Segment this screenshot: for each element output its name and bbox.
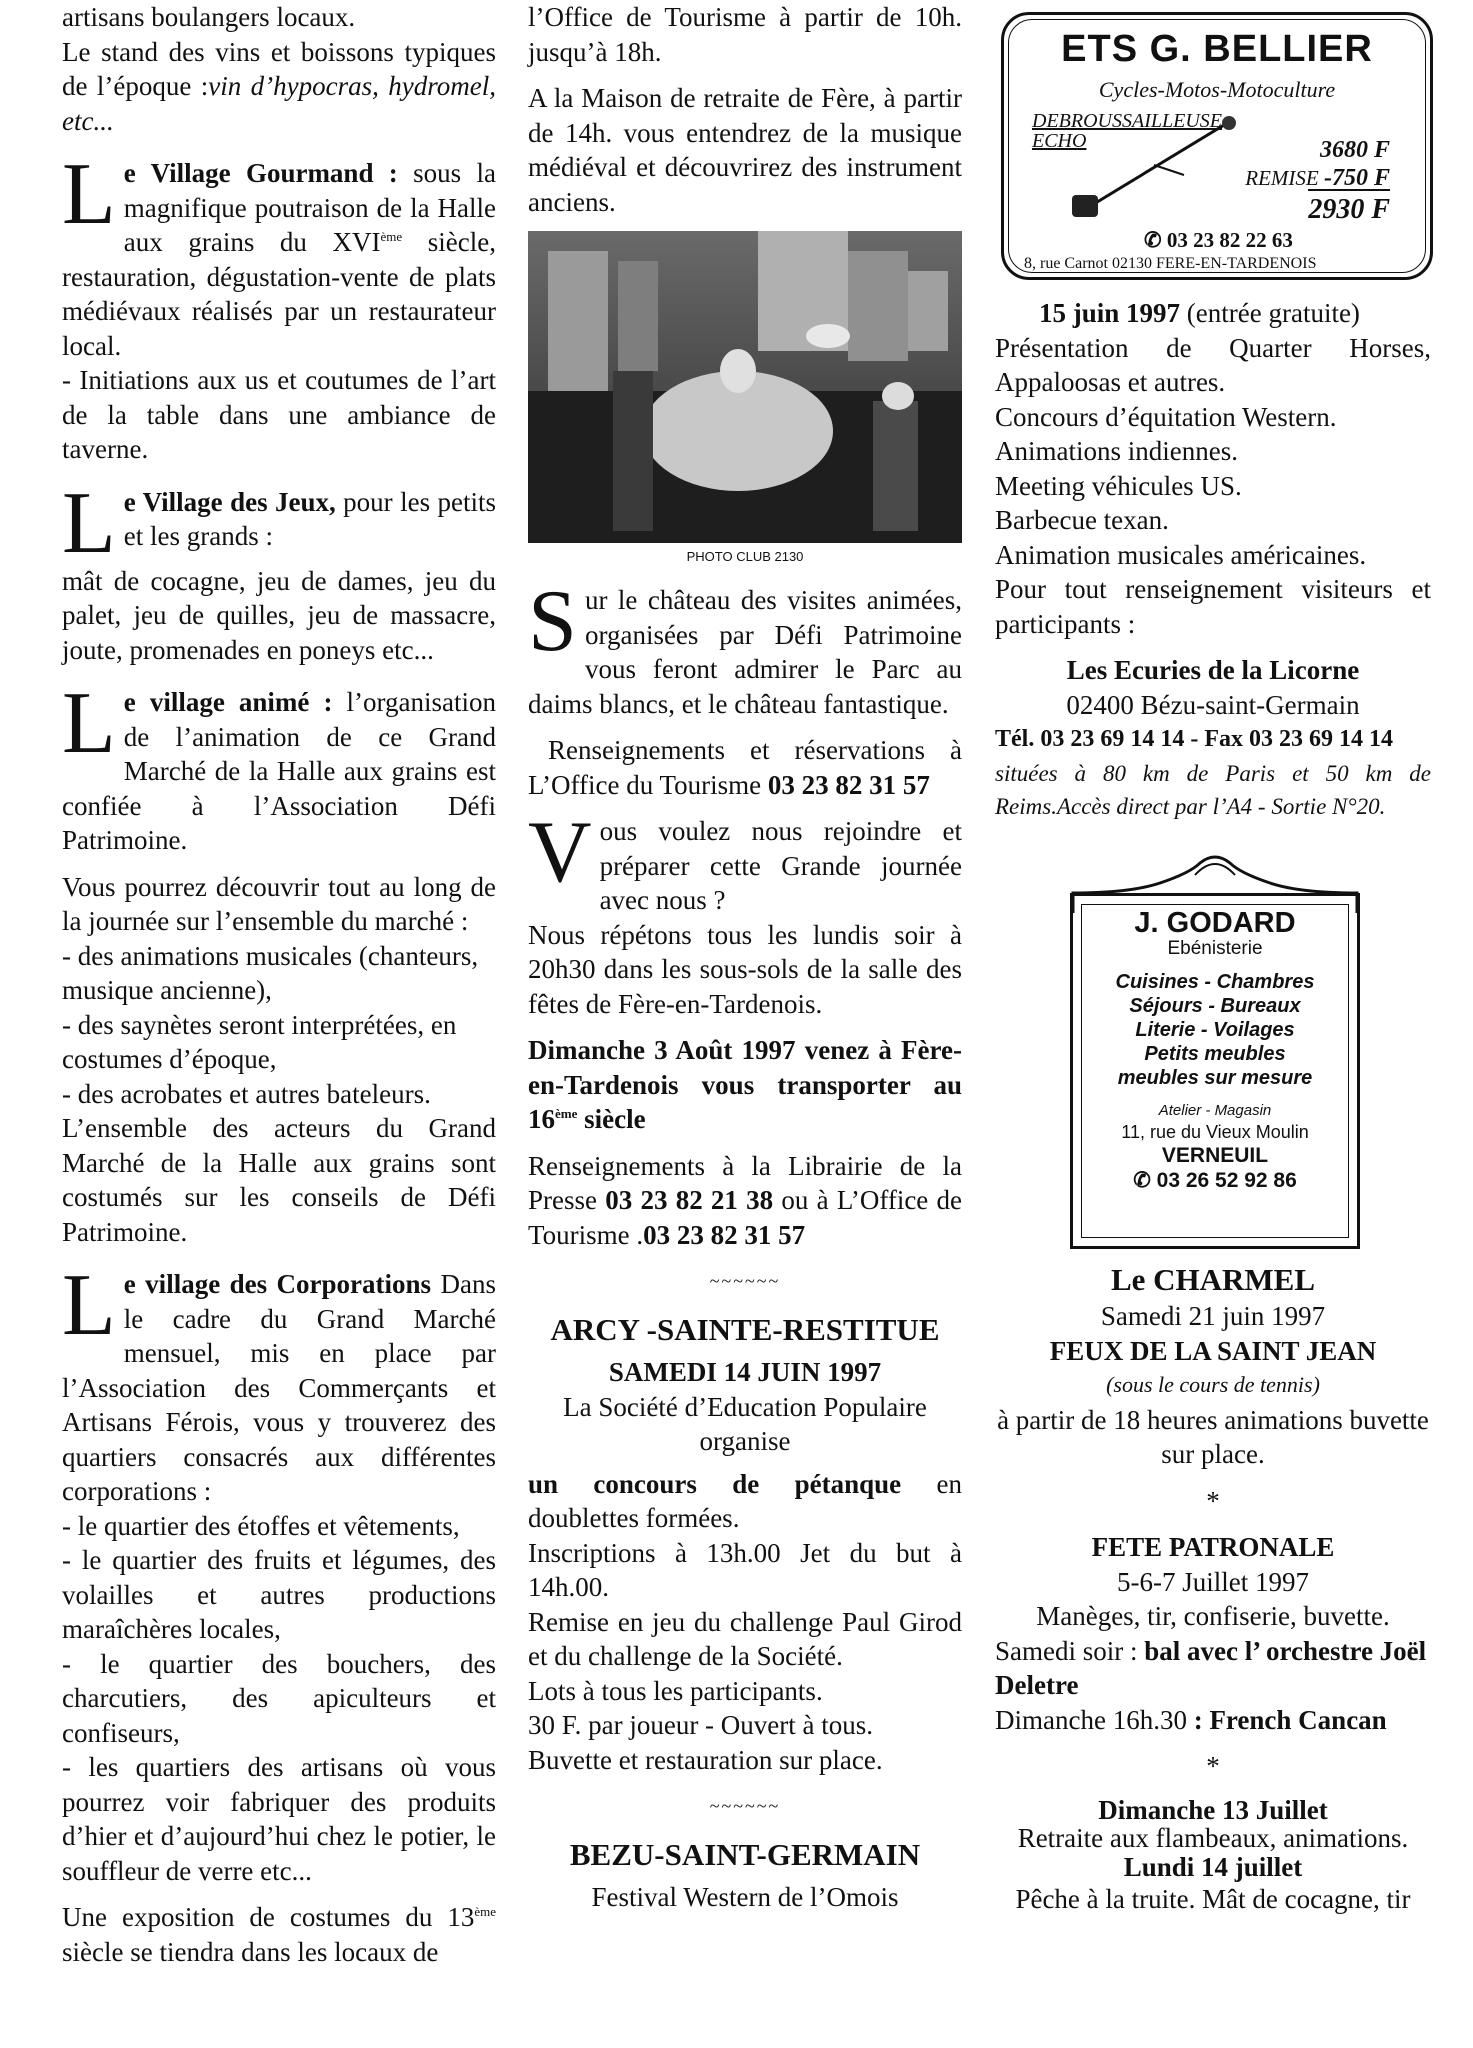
- ad-bellier-name: ETS G. BELLIER: [1061, 28, 1373, 70]
- corporation-item: - le quartier des bouchers, des charcutiers, des apiculteurs et confiseurs,: [62, 1648, 496, 1748]
- star-separator: *: [1206, 1485, 1220, 1516]
- decouvrir-item: - des saynètes seront interprétées, en costumes d’époque,: [62, 1009, 457, 1074]
- decouvrir-item: - des animations musicales (chanteurs, musique ancienne),: [62, 940, 479, 1005]
- jeux-title: e Village des Jeux,: [123, 486, 336, 517]
- godard-sub: Ebénisterie: [1167, 937, 1263, 959]
- service-item: Cuisines - Chambres: [1115, 970, 1315, 993]
- ad-godard-box: [1070, 893, 1360, 1249]
- dimanche-text: [528, 1033, 962, 1137]
- arcy-concours-text: en doublettes formées.: [528, 1468, 963, 1533]
- gourmand-title: e Village Gourmand :: [123, 158, 398, 188]
- ecuries-tel: Tél. 03 23 69 14 14 - Fax 03 23 69 14 14: [995, 726, 1393, 752]
- expo-text2: siècle se tiendra dans les locaux de: [62, 1936, 439, 1967]
- separator: ~~~~~~: [709, 1796, 781, 1816]
- village-corporations: [62, 1257, 496, 1509]
- product-brand: ECHO: [1032, 130, 1087, 152]
- godard-city: VERNEUIL: [1161, 1143, 1269, 1167]
- chateau-paragraph: [528, 573, 962, 721]
- bezu-subtitle: Festival Western de l’Omois: [591, 1882, 899, 1912]
- star-separator: *: [1206, 1751, 1220, 1781]
- vins-text: Le stand des vins et boissons typiques de l’époque :: [62, 36, 496, 101]
- charmel-title: Le CHARMEL: [1110, 1261, 1316, 1297]
- ad-bellier-phone: ✆ 03 23 82 22 63: [1144, 228, 1293, 252]
- dim13-title: Dimanche 13 Juillet: [1098, 1794, 1328, 1825]
- arcy-prix: 30 F. par joueur - Ouvert à tous.: [528, 1710, 874, 1740]
- fete-cancan: : French Cancan: [1193, 1704, 1387, 1735]
- arcy-buvette: Buvette et restauration sur place.: [528, 1744, 883, 1775]
- renseign-phone: 03 23 82 31 57: [767, 769, 930, 800]
- fete-title: FETE PATRONALE: [1091, 1532, 1335, 1562]
- rens2-phone2: 03 23 82 31 57: [643, 1219, 806, 1250]
- western-item: Animations indiennes.: [995, 436, 1238, 466]
- price-original: 3680 F: [1319, 137, 1390, 163]
- rejoindre-text: ous voulez nous rejoindre et préparer cette Grande journée avec nous ?: [599, 816, 962, 915]
- arcy-lots: Lots à tous les participants.: [528, 1675, 823, 1706]
- ad-bellier-address: 8, rue Carnot 02130 FERE-EN-TARDENOIS: [1024, 255, 1317, 272]
- drop-cap: L: [62, 675, 116, 772]
- retraite-text: A la Maison de retraite de Fère, à partir de 14h. vous entendrez de la musique médiéval et découvrirez des instrument anciens.: [528, 83, 962, 217]
- ad-bellier-product: [1032, 111, 1222, 151]
- product-name: DEBROUSSAILLEUSE: [1032, 110, 1222, 132]
- exposition-text: [62, 1900, 496, 1969]
- fete-samedi-text: Samedi soir :: [995, 1635, 1145, 1666]
- renseign-text: Renseignements et réservations à L’Office du Tourisme: [528, 735, 962, 800]
- column-left: [62, 0, 496, 1969]
- drop-cap: L: [62, 1257, 116, 1354]
- western-entree: (entrée gratuite): [1180, 298, 1360, 328]
- western-date: [995, 296, 1431, 331]
- village-anime: [62, 675, 496, 858]
- corporation-item: - les quartiers des artisans où vous pourrez voir fabriquer des produits d’hier et d’aujourd’hui chez le potier, le souffleur de verre etc...: [62, 1752, 496, 1886]
- anime-title: e village animé :: [123, 687, 333, 717]
- anime-text: l’organisation de l’animation de ce Grand Marché de la Halle aux grains est confiée à l’Association Défi Patrimoine.: [62, 687, 496, 855]
- decouvrir-text: Vous pourrez découvrir tout au long de la journée sur l’ensemble du marché :: [62, 871, 496, 936]
- fete-manege: Manèges, tir, confiserie, buvette.: [1036, 1601, 1390, 1631]
- rens2-phone: 03 23 82 21 38: [605, 1185, 774, 1215]
- jeux-text: pour les petits et les grands :: [123, 486, 496, 551]
- arcy-inscriptions: Inscriptions à 13h.00 Jet du but à 14h.00.: [528, 1537, 962, 1602]
- separator: ~~~~~~: [709, 1271, 781, 1291]
- vins-paragraph: [62, 35, 496, 139]
- fete-samedi: [995, 1634, 1431, 1703]
- western-item: Barbecue texan.: [995, 505, 1169, 535]
- service-item: meubles sur mesure: [1117, 1066, 1313, 1089]
- arcy-date: SAMEDI 14 JUIN 1997: [608, 1357, 882, 1387]
- lun14-title: Lundi 14 juillet: [1123, 1851, 1303, 1882]
- drop-cap: S: [528, 573, 577, 670]
- gourmand-text2: siècle, restauration, dégustation-vente de plats médiévaux réalisés par un restaurateur local.: [62, 227, 496, 361]
- ad-godard: [1070, 853, 1360, 1253]
- charmel-sous: (sous le cours de tennis): [1106, 1372, 1320, 1397]
- photo-caption: PHOTO CLUB 2130: [686, 549, 804, 564]
- arcy-remise: Remise en jeu du challenge Paul Girod et du challenge de la Société.: [528, 1606, 962, 1671]
- corporations-text: Dans le cadre du Grand Marché mensuel, mis en place par l’Association des Commerçants et Artisans Férois, vous y trouverez des quartiers consacrés aux différentes corporations :: [62, 1269, 496, 1506]
- godard-phone: ✆ 03 26 52 92 86: [1133, 1168, 1297, 1192]
- drop-cap: L: [62, 146, 116, 243]
- dim13-text: Retraite aux flambeaux, animations.: [1017, 1822, 1409, 1853]
- western-item: Concours d’équitation Western.: [995, 401, 1337, 432]
- price-remise: [1245, 161, 1390, 196]
- rens2-mid: ou à L’Office de Tourisme .: [528, 1185, 963, 1250]
- intro-text: artisans boulangers locaux.: [62, 2, 356, 32]
- drop-cap: L: [62, 474, 116, 572]
- godard-address: 11, rue du Vieux Moulin: [1121, 1121, 1309, 1142]
- ecuries-name: Les Ecuries de la Licorne: [1066, 655, 1360, 685]
- gourmand-text: sous la magnifique poutraison de la Halle aux grains du XVI: [123, 158, 497, 257]
- western-item: Présentation de Quarter Horses, Appaloosas et autres.: [995, 332, 1431, 397]
- arcy-concours: [528, 1467, 962, 1536]
- brushcutter-icon: [1044, 115, 1244, 225]
- chateau-text: ur le château des visites animées, organisées par Défi Patrimoine vous feront admirer le Parc au daims blancs, et le château fantastique.: [528, 585, 962, 719]
- village-jeux: [62, 474, 496, 572]
- charmel-date: Samedi 21 juin 1997: [1100, 1301, 1326, 1331]
- western-item: Animation musicales américaines.: [995, 539, 1367, 570]
- drop-cap: V: [528, 804, 592, 901]
- corporation-item: - le quartier des étoffes et vêtements,: [62, 1510, 460, 1541]
- gourmand-text3: - Initiations aux us et coutumes de l’art de la table dans une ambiance de taverne.: [62, 365, 496, 464]
- ecuries-cp: 02400 Bézu-saint-Germain: [1066, 689, 1360, 720]
- arcy-title: ARCY -SAINTE-RESTITUE: [550, 1311, 940, 1347]
- service-item: Petits meubles: [1144, 1042, 1286, 1065]
- ad-bellier: [1001, 12, 1433, 280]
- service-item: Séjours - Bureaux: [1129, 994, 1301, 1017]
- arcy-org: La Société d’Education Populaire organise: [563, 1391, 927, 1456]
- village-gourmand: [62, 146, 497, 467]
- service-item: Literie - Voilages: [1135, 1018, 1295, 1041]
- vins-italic: vin d’hypocras, hydromel, etc...: [62, 71, 497, 136]
- corporations-title: e village des Corporations: [123, 1269, 432, 1299]
- expo-sup: ème: [474, 1904, 496, 1919]
- rens2-text: Renseignements à la Librairie de la Presse: [528, 1150, 962, 1215]
- renseignements: [528, 733, 962, 802]
- castle-photo: [528, 231, 962, 543]
- godard-services: [1073, 970, 1357, 1090]
- western-item: Pour tout renseignement visiteurs et participants :: [995, 574, 1431, 639]
- column-middle: [528, 0, 962, 1915]
- decouvrir-item: - des acrobates et autres bateleurs.: [62, 1078, 431, 1109]
- acteurs-text: L’ensemble des acteurs du Grand Marché de la Halle aux grains sont costumés sur les conseils de Défi Patrimoine.: [62, 1113, 496, 1247]
- remise-label: REMISE: [1245, 166, 1319, 190]
- arcy-concours-bold: un concours de pétanque: [528, 1468, 902, 1499]
- renseignements-2: [528, 1149, 962, 1253]
- ecuries-situees: situées à 80 km de Paris et 50 km de Reims.Accès direct par l’A4 - Sortie N°20.: [995, 760, 1431, 819]
- office-text: l’Office de Tourisme à partir de 10h. jusqu’à 18h.: [528, 2, 962, 67]
- dimanche-line: Dimanche 3 Août 1997 venez à Fère-en-Tardenois vous transporter au 16: [528, 1035, 962, 1134]
- charmel-feux: FEUX DE LA SAINT JEAN: [1049, 1335, 1377, 1366]
- godard-atelier: Atelier - Magasin: [1158, 1101, 1272, 1119]
- fete-dim-text: Dimanche 16h.30: [995, 1704, 1194, 1735]
- fete-dimanche: [995, 1703, 1431, 1738]
- gourmand-sup: ème: [380, 229, 403, 244]
- godard-name: J. GODARD: [1134, 906, 1296, 939]
- fete-date: 5-6-7 Juillet 1997: [1117, 1566, 1309, 1597]
- column-right: [995, 0, 1431, 1916]
- corporation-item: - le quartier des fruits et légumes, des volailles et autres productions maraîchères locales,: [62, 1545, 496, 1644]
- dimanche-sup: ème: [555, 1106, 578, 1121]
- price-final: 2930 F: [1308, 189, 1390, 228]
- lun14-text: Pêche à la truite. Mât de cocagne, tir: [1015, 1883, 1411, 1914]
- western-date-bold: 15 juin 1997: [1039, 298, 1181, 328]
- remise-value: -750 F: [1324, 165, 1390, 191]
- expo-text: Une exposition de costumes du 13: [62, 1902, 475, 1932]
- repetons-text: Nous répétons tous les lundis soir à 20h30 dans les sous-sols de la salle des fêtes de Fère-en-Tardenois.: [528, 919, 962, 1019]
- ad-bellier-sub: Cycles-Motos-Motoculture: [1098, 77, 1336, 102]
- charmel-anim: à partir de 18 heures animations buvette sur place.: [997, 1404, 1429, 1469]
- rejoindre-paragraph: [528, 804, 962, 918]
- fete-bal: bal avec l’ orchestre Joël Deletre: [995, 1635, 1427, 1700]
- bezu-title: BEZU-SAINT-GERMAIN: [569, 1836, 921, 1872]
- dimanche-line2: siècle: [577, 1104, 646, 1134]
- jeux-list: mât de cocagne, jeu de dames, jeu du palet, jeu de quilles, jeu de massacre, joute, promenades en poneys etc...: [62, 565, 496, 665]
- western-item: Meeting véhicules US.: [995, 470, 1242, 501]
